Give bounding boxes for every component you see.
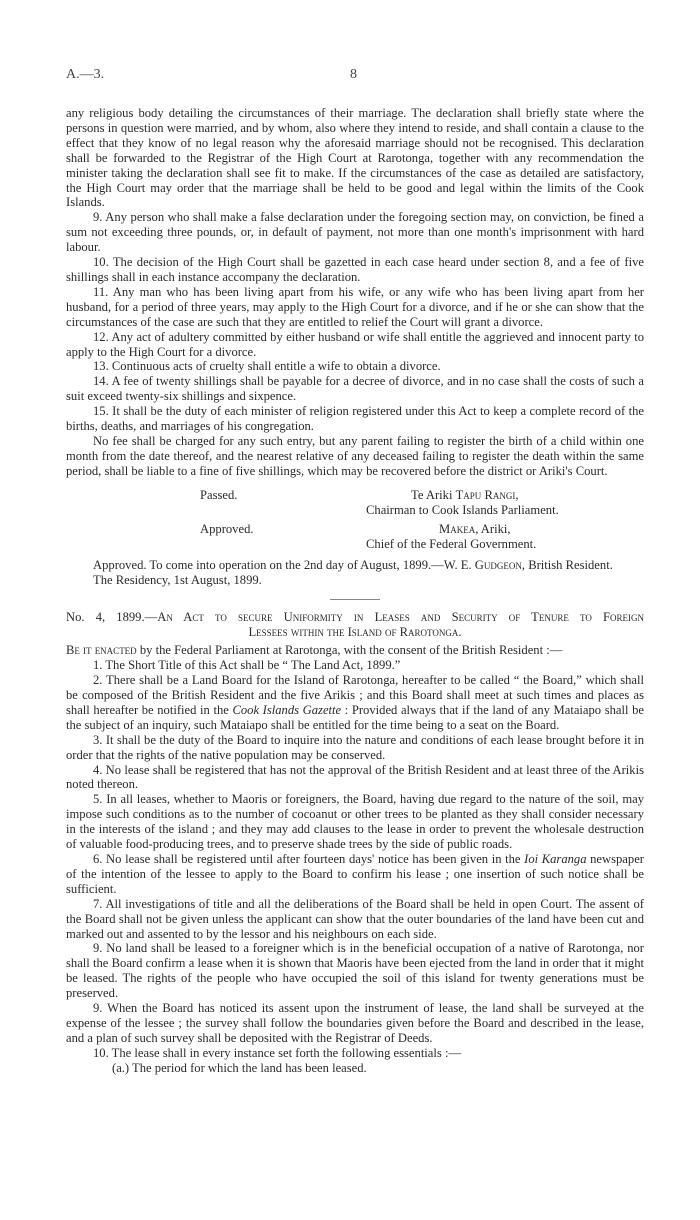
- signer-2-name: Makea: [439, 521, 476, 536]
- approval-text: [66, 558, 644, 573]
- act-title-line-1: [66, 610, 644, 625]
- section-6-rest: newspaper of the intention of the lessee to apply to the Board to confirm his lease ; one insertion of such notice shall be sufficient.: [66, 851, 644, 896]
- section-divider: [330, 599, 380, 600]
- section-2-text: 2. There shall be a Land Board for the Island of Rarotonga, hereafter to be called “ the Board,” which shall be composed of the British Resident and the five Arikis ; and this Board shall meet at such times and places as shall hereafter be notified in the: [66, 673, 644, 717]
- act-title: [66, 610, 644, 640]
- section-6-text: 6. No lease shall be registered until after fourteen days' notice has been given in the: [93, 851, 525, 866]
- approved-label: Approved.: [200, 521, 254, 536]
- resident-name: Gudgeon,: [474, 557, 526, 572]
- signer-2-title: Chief of the Federal Government.: [366, 536, 537, 551]
- section-4: 4. No lease shall be registered that has not the approval of the British Resident and at least three of the Arikis noted thereon.: [66, 762, 644, 792]
- section-9b: 9. When the Board has noticed its assent upon the instrument of lease, the land shall be surveyed at the expense of the lessee ; the survey shall follow the boundaries given before the Board and described in the lease, and a plan of such survey shall be deposited with the Registrar of Deeds.: [66, 1001, 644, 1045]
- section-10: 10. The decision of the High Court shall be gazetted in each case heard under section 8, and a fee of five shillings shall in each instance accompany the declaration.: [66, 255, 644, 284]
- section-1: 1. The Short Title of this Act shall be “ The Land Act, 1899.”: [93, 658, 401, 673]
- signer-1: [411, 488, 518, 503]
- section-3: 3. It shall be the duty of the Board to inquire into the nature and conditions of each lease brought before it in order that the rights of the native population may be conserved.: [66, 732, 644, 762]
- document-page: [66, 66, 644, 1076]
- act-title-line-2: Lessees within the Island of Rarotonga.: [248, 625, 462, 640]
- section-5: 5. In all leases, whether to Maoris or foreigners, the Board, having due regard to the nature of the soil, may impose such conditions as to the number of cocoanut or other trees to be planted as they shall consider necessary in the interests of the island ; and they may add clauses to the lease in order to prevent the wholesale destruction of valuable food-producing trees, and to preserve shade trees by the side of public roads.: [66, 792, 644, 852]
- signer-2-suffix: , Ariki,: [475, 521, 511, 536]
- enacting-lead: Be it enacted: [66, 643, 137, 658]
- signer-1-title: Chairman to Cook Islands Parliament.: [366, 502, 559, 517]
- section-7: 7. All investigations of title and all the deliberations of the Board shall be held in open Court. The assent of the Board shall not be given unless the applicant can show that the outer boundaries of the land have been cut and marked out and assented to by the lessor and his neighbours on each side.: [66, 896, 644, 941]
- marriage-act-continuation: [66, 106, 644, 479]
- page-header: [66, 66, 644, 86]
- enacting-rest: by the Federal Parliament at Rarotonga, with the consent of the British Resident :—: [136, 643, 563, 658]
- section-12: 12. Any act of adultery committed by either husband or wife shall entitle the aggrieved and innocent party to apply to the High Court for a divorce.: [66, 329, 644, 359]
- resident-title: British Resident.: [528, 557, 613, 572]
- signer-1-prefix: Te Ariki: [411, 487, 456, 502]
- section-2: [66, 673, 644, 733]
- residency-date: The Residency, 1st August, 1899.: [93, 572, 262, 587]
- act-title-text: An Act to secure Uniformity in Leases and Security of Tenure to Foreign: [157, 610, 644, 625]
- newspaper-name: Ioi Karanga: [524, 851, 587, 866]
- section-11: 11. Any man who has been living apart from his wife, or any wife who has been living apart from her husband, for a period of three years, may apply to the High Court for a divorce, and if he or she can show that the circumstances of the case are such that they are entitled to relief the Court will grant a divorce.: [66, 284, 644, 329]
- section-14: 14. A fee of twenty shillings shall be payable for a decree of divorce, and in no case shall the costs of such a suit exceed twenty-six shillings and sixpence.: [66, 374, 644, 404]
- gazette-name: Cook Islands Gazette: [232, 702, 342, 717]
- enacting-clause: [66, 643, 644, 658]
- signer-2: [439, 522, 511, 537]
- section-10: 10. The lease shall in every instance set forth the following essentials :—: [93, 1045, 462, 1060]
- paragraph: any religious body detailing the circumstances of their marriage. The declaration shall briefly state where the persons in question were married, and by whom, also where they intend to reside, and shall contain a clause to the effect that they know of no legal reason why the aforesaid marriage should not be recognised. This declaration shall be forwarded to the Registrar of the High Court at Rarotonga, together with any recommendation the minister taking the declaration shall see fit to make. If the circumstances of the case as detailed are satisfactory, the High Court may order that the marriage shall be held to be good and legal within the limits of the Cook Islands.: [66, 106, 644, 210]
- section-6: [66, 852, 644, 897]
- section-9: 9. Any person who shall make a false declaration under the foregoing section may, on conviction, be fined a sum not exceeding three pounds, or, in default of payment, not more than one month's imprisonment with hard labour.: [66, 210, 644, 255]
- paragraph: No fee shall be charged for any such entry, but any parent failing to register the birth of a child within one month from the date thereof, and the nearest relative of any deceased failing to register the death within the same period, shall be liable to a fine of five shillings, which may be recovered before the district or Ariki's Court.: [66, 433, 644, 478]
- land-act-body: [66, 643, 644, 1075]
- passed-label: Passed.: [200, 487, 238, 502]
- section-15: 15. It shall be the duty of each minister of religion registered under this Act to keep a complete record of the births, deaths, and marriages of his congregation.: [66, 404, 644, 434]
- page-number: 8: [350, 67, 357, 82]
- signer-1-name: Tapu Rangi,: [455, 487, 519, 502]
- section-2-rest: : Provided always that if the land of any Mataiapo shall be the subject of an inquiry, such Mataiapo shall be entitled for the time being to a seat on the Board.: [66, 702, 644, 732]
- signature-block: [66, 487, 644, 551]
- act-number: No. 4, 1899.—: [66, 610, 158, 625]
- approval-statement: Approved. To come into operation on the 2nd day of August, 1899.—W. E.: [93, 557, 475, 572]
- section-13: 13. Continuous acts of cruelty shall entitle a wife to obtain a divorce.: [93, 359, 441, 374]
- subsection-a: (a.) The period for which the land has been leased.: [112, 1060, 367, 1075]
- approval-block: [66, 558, 644, 588]
- section-9a: 9. No land shall be leased to a foreigner which is in the beneficial occupation of a native of Rarotonga, nor shall the Board confirm a lease when it is shown that Maoris have been ejected from the land in order that it might be leased. The rights of the people who have occupied the soil of this island for twenty generations must be preserved.: [66, 941, 644, 1001]
- document-reference: A.—3.: [66, 67, 105, 82]
